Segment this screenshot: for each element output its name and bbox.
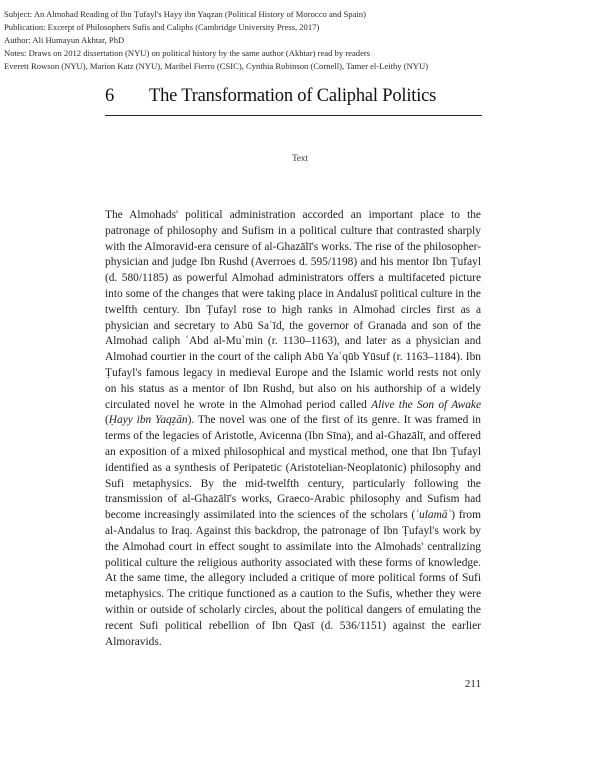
novel-title-arabic: Ḥayy ibn Yaqẓān — [108, 414, 188, 427]
chapter-title: The Transformation of Caliphal Politics — [149, 86, 437, 106]
metadata-publication: Publication: Excerpt of Philosophers Sufis and Caliphs (Cambridge University Press, 2017) — [4, 22, 320, 32]
body-paren-open: ( — [105, 414, 109, 427]
chapter-number: 6 — [105, 86, 115, 106]
document-metadata-header — [4, 8, 596, 73]
section-label: Text — [292, 153, 308, 163]
metadata-author: Author: Ali Humayun Akhtar, PhD — [4, 35, 125, 45]
metadata-notes: Notes: Draws on 2012 dissertation (NYU) on political history by the same author (Akhtar) read by readers — [4, 48, 371, 58]
body-text-part-2: ). The novel was one of the first of its genre. It was framed in terms of the legacies of Aristotle, Avicenna (Ibn Sīna), and al-Ghazālī, and offered an exposition of a mixed philosophical and mystical method, one that Ibn Ṭufayl identified as a synthesis of Peripatetic (Aristotelian-Neoplatonic) philosophy and Sufi metaphysics. By the mid-twelfth century, particularly following the transmission of al-Ghazālī's works, Graeco-Arabic philosophy and Sufism had become increasingly assimilated into the sciences of the scholars ( — [105, 414, 481, 522]
body-text — [105, 208, 481, 650]
page-number: 211 — [464, 678, 481, 690]
metadata-subject: Subject: An Almohad Reading of Ibn Ṭufayl's Hayy ibn Yaqzan (Political History of Morocco and Spain) — [4, 9, 366, 19]
body-text-part-3: ) from al-Andalus to Iraq. Against this backdrop, the patronage of Ibn Ṭufayl's work by the Almohad court in effect sought to assimilate into the Almohads' centralizing political culture the religious authority associated with these forms of knowledge. At the same time, the allegory included a critique of more political forms of Sufi metaphysics. The critique functioned as a caution to the Sufis, whether they were within or outside of scholarly circles, about the political dangers of emulating the recent Sufi political rebellion of Ibn Qasī (d. 536/1151) against the earlier Almoravids. — [105, 509, 481, 648]
chapter-heading — [105, 86, 481, 107]
body-paragraph — [105, 208, 481, 650]
body-text-part-1: The Almohads' political administration accorded an important place to the patronage of philosophy and Sufism in a political culture that contrasted sharply with the Almoravid-era censure of al-Ghazālī's works. The rise of the philosopher-physician and judge Ibn Rushd (Averroes d. 595/1198) and his mentor Ibn Ṭufayl (d. 580/1185) as powerful Almohad administrators offers a multifaceted picture into some of the changes that were taking place in Andalusī political culture in the twelfth century. Ibn Ṭufayl rose to high ranks in Almohad circles first as a physician and secretary to Abū Saʿīd, the governor of Granada and son of the Almohad caliph ʿAbd al-Muʾmin (r. 1130–1163), and later as a physician and Almohad courtier in the court of the caliph Abū Yaʿqūb Yūsuf (r. 1163–1184). Ibn Ṭufayl's famous legacy in medieval Europe and the Islamic world rests not only on his status as a mentor of Ibn Rushd, but also on his authorship of a widely circulated novel he wrote in the Almohad period called — [105, 209, 481, 411]
chapter-divider — [105, 115, 482, 116]
metadata-readers: Everett Rowson (NYU), Marion Katz (NYU), Maribel Fierro (CSIC), Cynthia Robinson (Cornell), Tamer el-Leithy (NYU) — [4, 61, 429, 71]
novel-title-english: Alive the Son of Awake — [371, 398, 481, 411]
term-ulama: ʿulamāʾ — [415, 509, 452, 522]
